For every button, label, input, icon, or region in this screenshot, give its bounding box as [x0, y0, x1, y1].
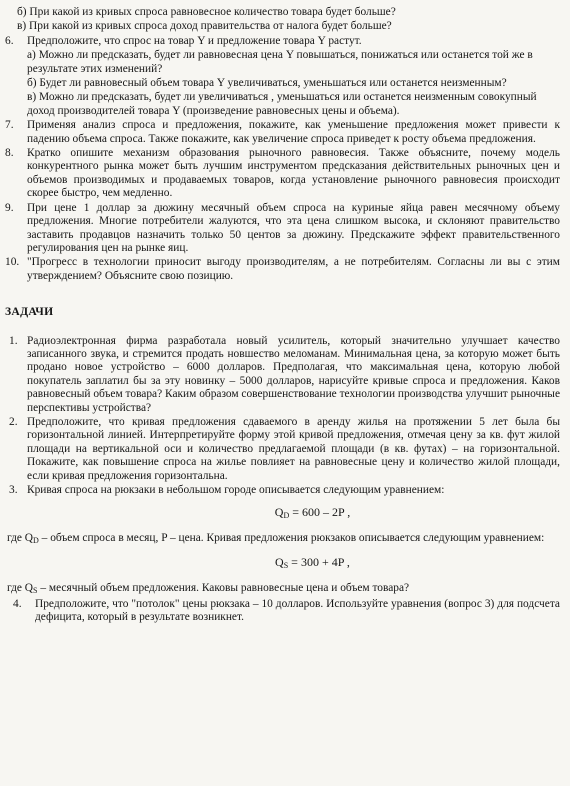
question-6-subitem-a: а) Можно ли предсказать, будет ли равновесная цена Y повышаться, понижаться или останется той же в результате этих изменений? [27, 49, 533, 75]
task-number: 1. [9, 334, 18, 347]
note-end: – объем спроса в месяц, P – цена. Кривая предложения рюкзаков описывается следующим уравнением: [38, 531, 545, 544]
note-subscript: S [33, 585, 38, 595]
question-number: 9. [5, 201, 14, 214]
question-6 [5, 35, 560, 48]
question-number: 6. [5, 34, 14, 47]
question-text: Применяя анализ спроса и предложения, покажите, как уменьшение предложения может привести к падению объема спроса. Также покажите, как увеличение спроса приведет к росту объема предложения. [27, 119, 560, 145]
equation-lhs: Q [274, 505, 284, 520]
note-start: где Q [7, 581, 34, 594]
question-text: Кратко опишите механизм образования рыночного равновесия. Также объясните, почему модель конкурентного рынка может быть лучшим инструментом предсказания действительных рыночных цен и объемов производимых и продаваемых товаров, когда установление рыночного равновесия происходит скорее быстро, чем медленно. [27, 147, 560, 200]
supply-equation [5, 556, 560, 572]
question-8 [5, 147, 560, 201]
task-4 [5, 598, 560, 625]
task-text: Кривая спроса на рюкзаки в небольшом городе описывается следующим уравнением: [27, 484, 445, 496]
equation-subscript: D [283, 511, 290, 521]
question-number: 8. [5, 147, 14, 160]
question-9 [5, 202, 560, 256]
subitem-b: б) При какой из кривых спроса равновесное количество товара будет больше? [17, 6, 396, 18]
task-text: Предположите, что кривая предложения сдаваемого в аренду жилья на протяжении 5 лет была бы горизонтальной линией. Интерпретируйте форму этой кривой предложения, отмечая цену за кв. фут жилой площади на вертикальной оси и количество предлагаемой площади (в кв. футах) – на горизонтальной. Покажите, как повышение спроса на жилье повлияет на равновесные цену и количество жилой площади, если кривая предложения горизонтальна. [27, 415, 560, 482]
note-end: – месячный объем предложения. Каковы равновесные цена и объем товара? [37, 581, 410, 594]
question-7 [5, 119, 560, 146]
question-10 [5, 256, 560, 283]
demand-note [5, 532, 560, 547]
section-heading: ЗАДАЧИ [5, 305, 54, 319]
task-3 [5, 484, 560, 497]
equation-lhs: Q [275, 555, 284, 570]
subitem-v: в) При какой из кривых спроса доход правительства от налога будет больше? [17, 20, 392, 33]
task-1 [5, 335, 560, 415]
question-number: 10. [5, 256, 20, 269]
question-text: При цене 1 доллар за дюжину месячный объем спроса на куриные яйца равен месячному объему предложения. Многие потребители жалуются, что эта цена слишком высока, и склоняют правительство заставить продавцов назначить только 50 центов за дюжину. Предскажите эффект правительственного регулирования цен на рынке яиц. [27, 201, 560, 254]
task-2 [5, 416, 560, 483]
equation-subscript: S [283, 561, 289, 571]
task-number: 4. [13, 598, 22, 611]
question-6-subitem-b: б) Будет ли равновесный объем товара Y увеличиваться, уменьшаться или останется неизменным? [27, 77, 507, 90]
equation-rhs: = 600 – 2P , [289, 505, 351, 520]
question-text: "Прогресс в технологии приносит выгоду производителям, а не потребителям. Согласны ли вы с этим утверждением? Объясните свою позицию. [27, 256, 560, 282]
task-number: 3. [9, 484, 18, 496]
task-text: Радиоэлектронная фирма разработала новый усилитель, который значительно улучшает качество записанного звука, и стремится продать новшество меломанам. Минимальная цена, за которую может быть продано новое устройство – 6000 долларов. Предполагая, что максимальная цена, которую любой покупатель заплатил бы за эту новинку – 5000 долларов, нарисуйте кривые спроса и предложения. Каков равновесный объем товара? Каким образом совершенствование технологии производства улучшит рыночные перспективы устройства? [27, 334, 560, 414]
question-text: Предположите, что спрос на товар Y и предложение товара Y растут. [27, 34, 362, 47]
task-number: 2. [9, 415, 18, 428]
note-subscript: D [33, 535, 39, 545]
demand-equation [5, 506, 560, 522]
supply-note [5, 582, 560, 597]
equation-rhs: = 300 + 4P , [288, 555, 350, 570]
task-text: Предположите, что "потолок" цены рюкзака – 10 долларов. Используйте уравнения (вопрос 3) для подсчета дефицита, который в результате возникнет. [35, 598, 560, 624]
question-6-subitem-v: в) Можно ли предсказать, будет ли увеличиваться , уменьшаться или останется неизменным совокупный доход производителей товара Y (произведение равновесных цены и объема). [27, 91, 537, 117]
note-start: где Q [7, 531, 34, 544]
question-number: 7. [5, 119, 14, 132]
